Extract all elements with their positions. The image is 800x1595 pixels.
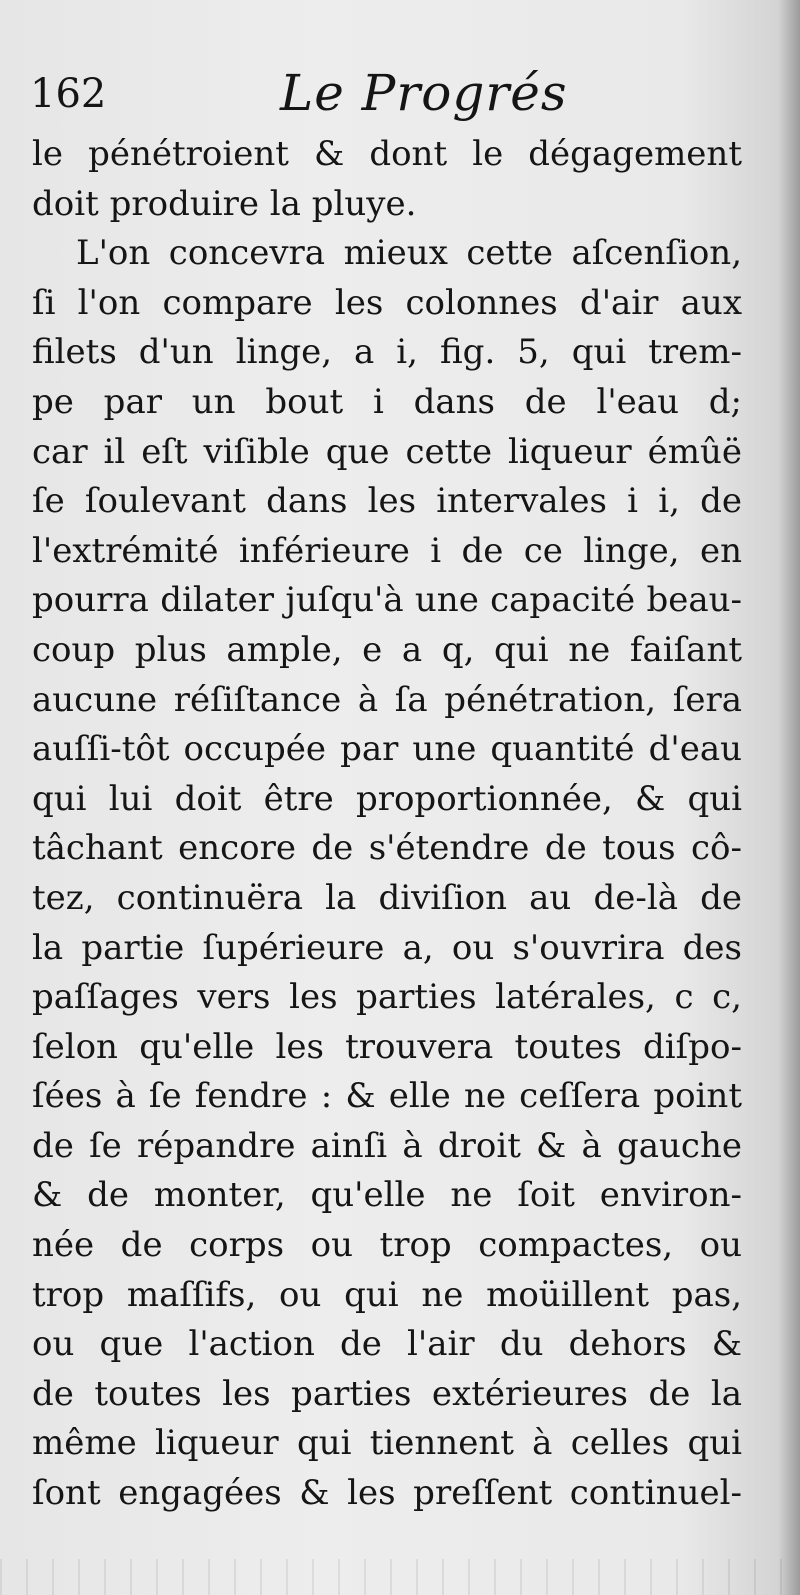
text-line: née de corps ou trop compactes, ou	[32, 1225, 742, 1266]
text-line: ou que l'action de l'air du dehors &	[32, 1324, 742, 1365]
text-line: & de monter, qu'elle ne ſoit environ-	[32, 1175, 742, 1216]
text-line: de ſe répandre ainſi à droit & à gauche	[32, 1125, 742, 1166]
running-title: Le Progrés	[280, 64, 568, 122]
page-bottom-edge	[0, 1559, 800, 1595]
text-line: filets d'un linge, a i, fig. 5, qui trem-	[32, 332, 742, 373]
text-line: tez, continuëra la diviſion au de-là de	[32, 877, 742, 918]
text-line: qui lui doit être proportionnée, & qui	[32, 778, 742, 819]
page-header	[30, 60, 750, 130]
text-line: pourra dilater juſqu'à une capacité beau-	[32, 580, 742, 621]
text-line: l'extrémité inférieure i de ce linge, en	[32, 530, 742, 571]
text-line: ſelon qu'elle les trouvera toutes diſpo-	[32, 1026, 742, 1067]
text-line: de toutes les parties extérieures de la	[32, 1373, 742, 1414]
paragraph-start-line: L'on concevra mieux cette aſcenſion,	[76, 233, 742, 274]
text-line: ſont engagées & les preſſent continuel-	[32, 1473, 742, 1514]
text-line: ſe ſoulevant dans les intervales i i, de	[32, 481, 742, 522]
body-text	[32, 130, 742, 1519]
page-number: 162	[30, 71, 107, 117]
text-line: aucune réſiſtance à ſa pénétration, ſera	[32, 679, 742, 720]
text-line: ſées à ſe fendre : & elle ne ceſſera point	[32, 1076, 742, 1117]
text-line: tâchant encore de s'étendre de tous cô-	[32, 828, 742, 869]
text-line: même liqueur qui tiennent à celles qui	[32, 1423, 742, 1464]
text-line: doit produire la pluye.	[32, 183, 417, 224]
text-line: paſſages vers les parties latérales, c c,	[32, 977, 742, 1018]
text-line: trop maſſifs, ou qui ne moüillent pas,	[32, 1274, 742, 1315]
text-line: la partie ſupérieure a, ou s'ouvrira des	[32, 927, 742, 968]
text-line: le pénétroient & dont le dégagement	[32, 134, 742, 174]
text-line: auſſi-tôt occupée par une quantité d'eau	[32, 729, 742, 770]
text-line: car il eſt viſible que cette liqueur émûë	[32, 431, 742, 472]
text-line: coup plus ample, e a q, qui ne faiſant	[32, 629, 742, 670]
text-line: pe par un bout i dans de l'eau d;	[32, 381, 742, 422]
text-line: ſi l'on compare les colonnes d'air aux	[32, 282, 742, 323]
